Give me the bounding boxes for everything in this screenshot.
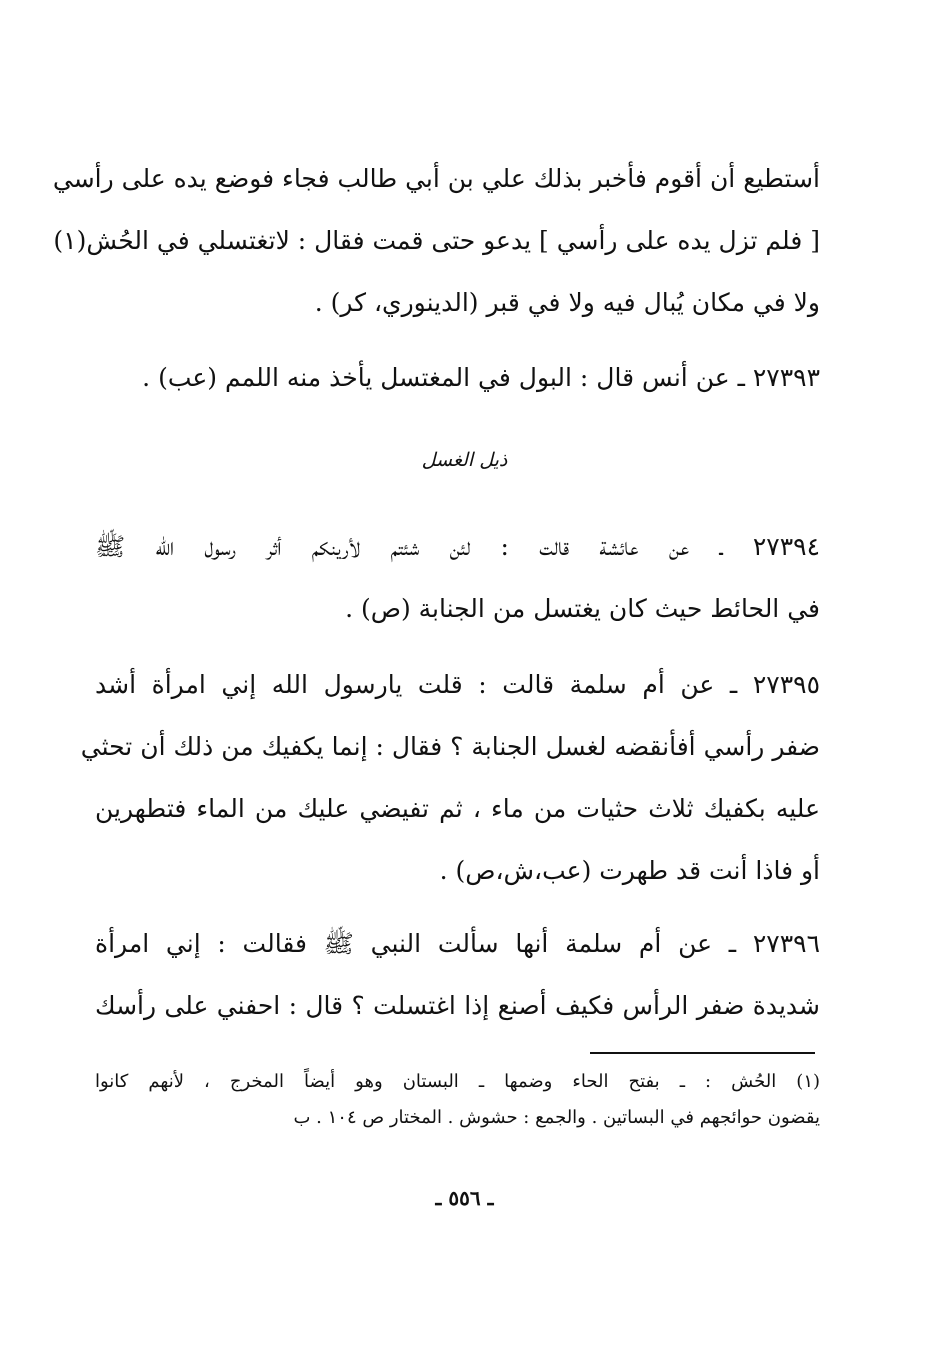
text-line: ٢٧٣٩٣ ـ عن أنس قال : البول في المغتسل يأخذ منه اللمم (عب) . bbox=[142, 363, 820, 392]
footnote-divider bbox=[590, 1052, 815, 1054]
hadith-27394 bbox=[95, 516, 820, 640]
page-number: ـ ٥٥٦ ـ bbox=[435, 1186, 494, 1210]
footnote-line: (١) الحُش : ـ بفتح الحاء وضمها ـ البستان وهو أيضاً المخرج ، لأنهم كانوا bbox=[95, 1071, 821, 1092]
text-line: أستطيع أن أقوم فأخبر بذلك علي بن أبي طالب فجاء فوضع يده على رأسي bbox=[52, 164, 820, 193]
text-line: أو فاذا أنت قد طهرت (عب،ش،ص) . bbox=[439, 856, 820, 885]
text-line: ٢٧٣٩٥ ـ عن أم سلمة قالت : قلت يارسول الله إني امرأة أشد bbox=[95, 670, 820, 699]
footnote bbox=[95, 1064, 820, 1136]
text-line: ٢٧٣٩٤ ـ عن عائشة قالت : لئن شئتم لأرينكم أثر رسول الله ﷺ bbox=[95, 532, 820, 561]
text-line: [ فلم تزل يده على رأسي ] يدعو حتى قمت فقال : لاتغتسلي في الحُش(١) bbox=[53, 226, 820, 255]
hadith-27393 bbox=[95, 347, 820, 409]
text-line: شديدة ضفر الرأس فكيف أصنع إذا اغتسلت ؟ قال : احفني على رأسك bbox=[95, 991, 820, 1020]
text-line: في الحائط حيث كان يغتسل من الجنابة (ص) . bbox=[345, 594, 820, 623]
section-title: ذيل الغسل bbox=[421, 449, 508, 471]
paragraph-continuation bbox=[52, 148, 820, 334]
text-line: ضفر رأسي أفأنقضه لغسل الجنابة ؟ فقال : إنما يكفيك من ذلك أن تحثي bbox=[80, 732, 820, 761]
text-line: عليه بكفيك ثلاث حثيات من ماء ، ثم تفيضي عليك من الماء فتطهرين bbox=[95, 794, 820, 823]
hadith-27396 bbox=[95, 913, 820, 1037]
text-line: ولا في مكان يُبال فيه ولا في قبر (الدينوري، كر) . bbox=[314, 288, 820, 317]
footnote-line: يقضون حوائجهم في البساتين . والجمع : حشوش . المختار ص ١٠٤ . ب bbox=[293, 1107, 820, 1128]
text-line: ٢٧٣٩٦ ـ عن أم سلمة أنها سألت النبي ﷺ فقالت : إني امرأة bbox=[95, 929, 820, 958]
hadith-27395 bbox=[80, 654, 820, 902]
